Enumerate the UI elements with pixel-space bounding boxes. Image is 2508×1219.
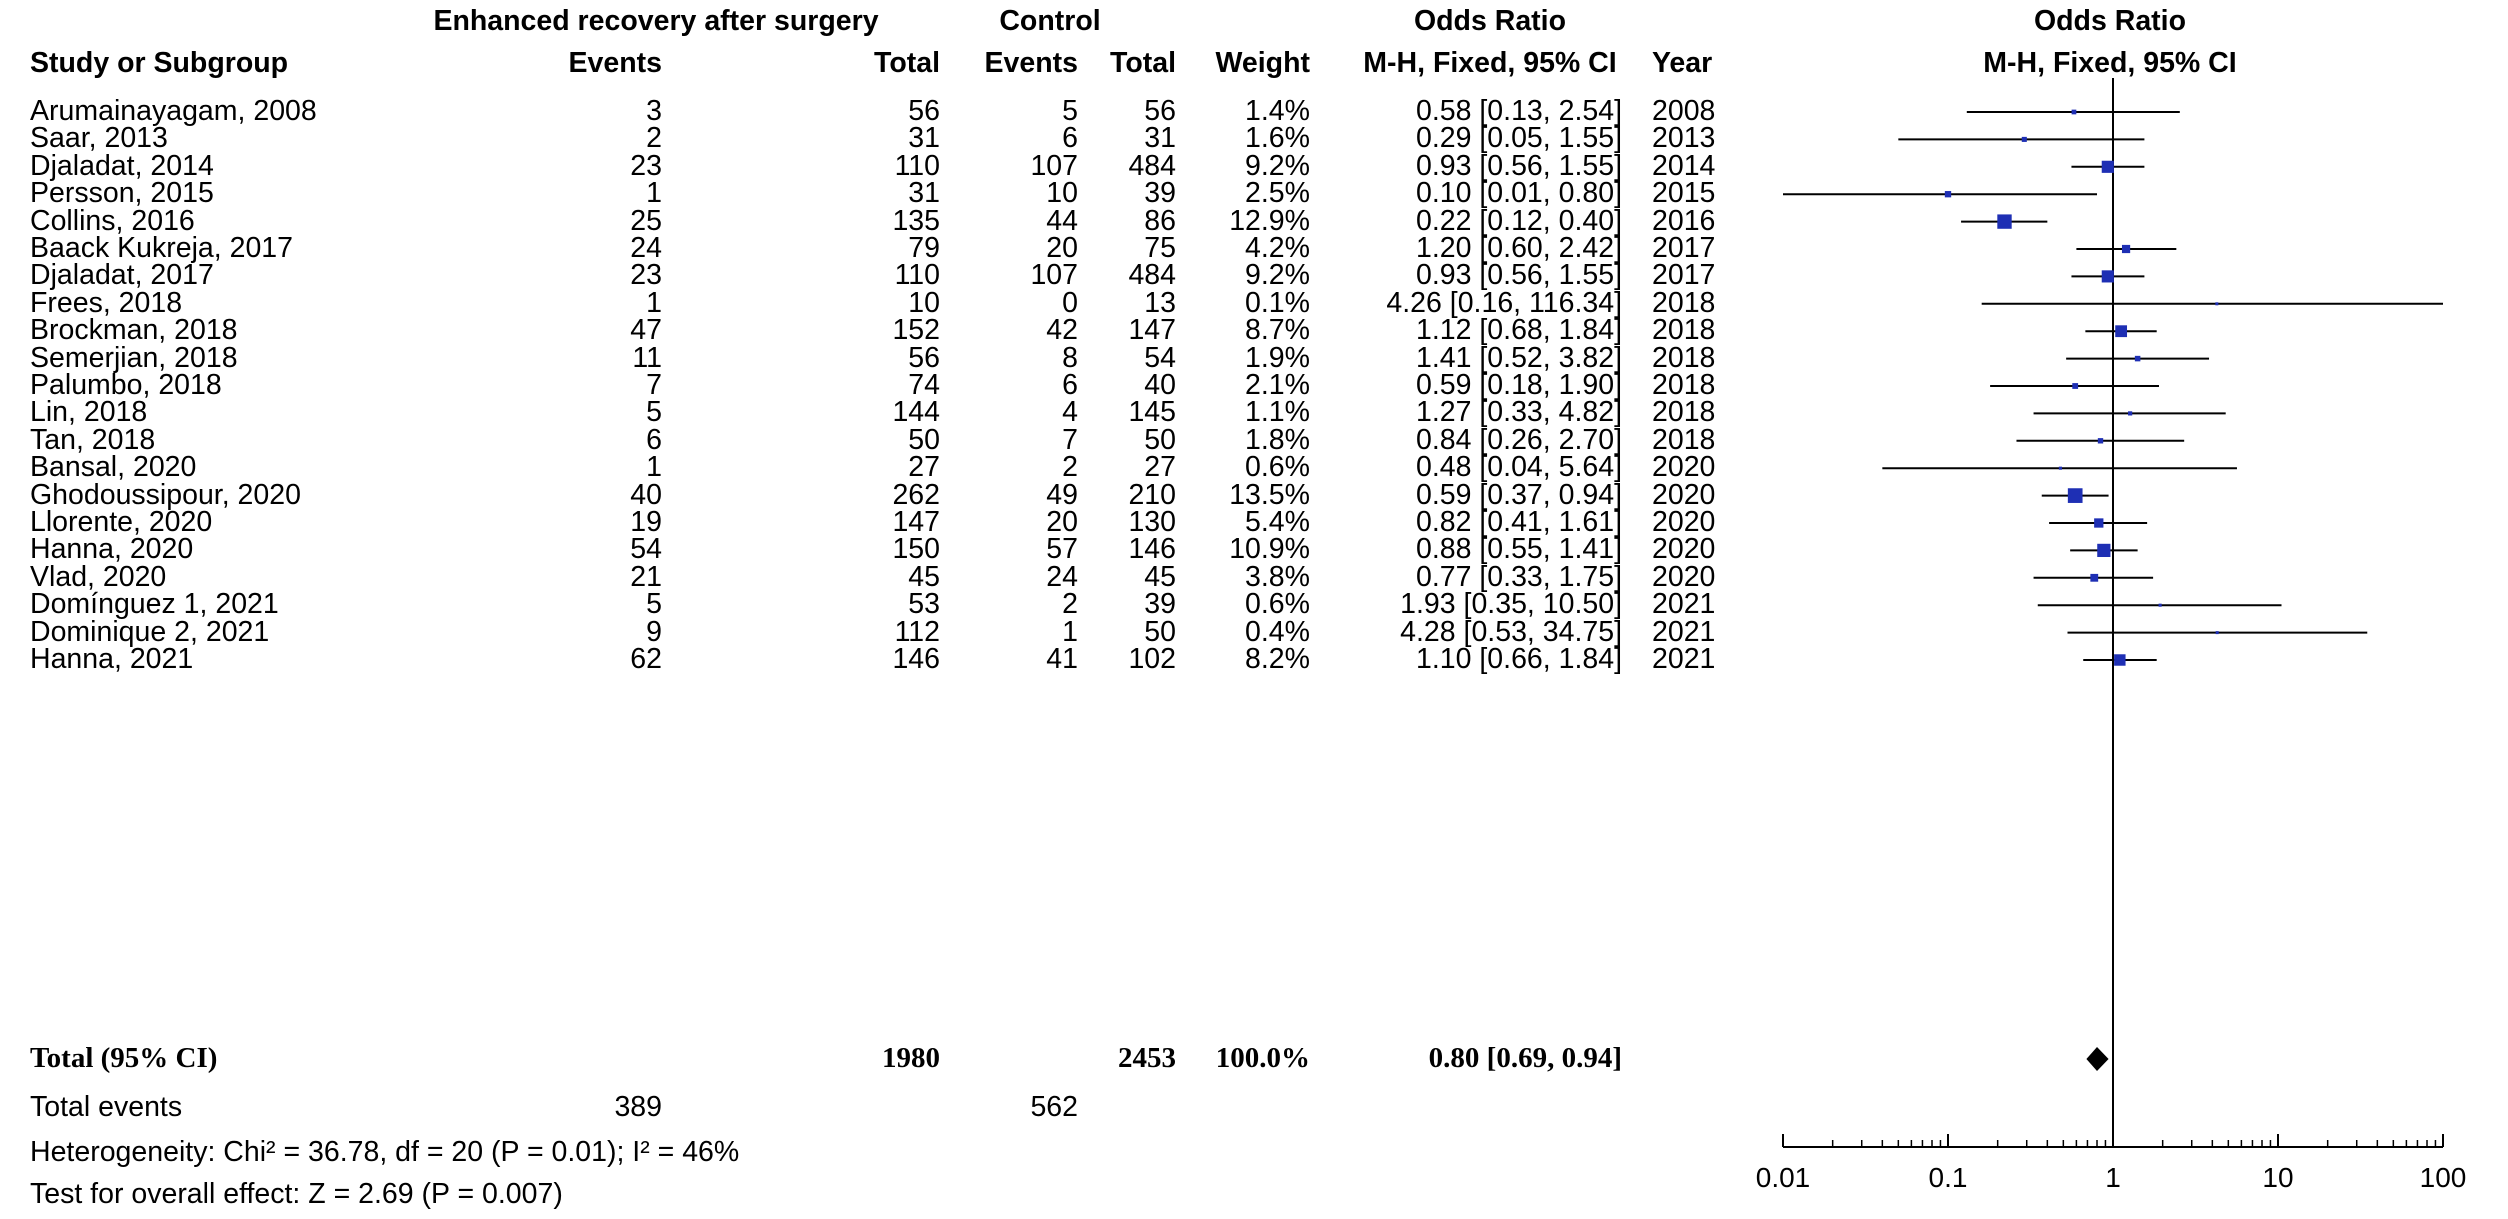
row-total1: 27 xyxy=(908,451,940,484)
row-study: Ghodoussipour, 2020 xyxy=(30,478,301,511)
row-study: Semerjian, 2018 xyxy=(30,341,238,374)
study-marker xyxy=(2122,245,2130,253)
row-total2: 130 xyxy=(1128,506,1176,538)
x-tick-label: 0.01 xyxy=(1755,1162,1811,1193)
study-marker xyxy=(2128,411,2132,415)
row-total1: 53 xyxy=(908,588,940,621)
row-study: Arumainayagam, 2008 xyxy=(30,95,317,127)
study-marker xyxy=(2102,161,2114,173)
row-or-ci: 0.22 [0.12, 0.40] xyxy=(1416,204,1622,237)
study-marker xyxy=(2072,383,2078,389)
row-year: 2018 xyxy=(1652,341,1716,374)
row-year: 2018 xyxy=(1652,286,1716,319)
row-weight: 1.6% xyxy=(1245,122,1310,155)
row-weight: 5.4% xyxy=(1245,506,1310,538)
total1-header: Total xyxy=(874,47,940,79)
row-study: Saar, 2013 xyxy=(30,122,168,155)
row-year: 2018 xyxy=(1652,369,1716,401)
row-total2: 54 xyxy=(1144,341,1176,374)
row-events2: 107 xyxy=(1030,149,1078,182)
row-or-ci: 0.10 [0.01, 0.80] xyxy=(1416,177,1622,210)
x-tick-label: 10 xyxy=(2262,1162,2294,1193)
study-marker xyxy=(2090,574,2098,582)
row-events2: 2 xyxy=(1062,451,1078,484)
row-study: Brockman, 2018 xyxy=(30,314,238,347)
row-weight: 1.8% xyxy=(1245,423,1310,456)
row-year: 2018 xyxy=(1652,314,1716,347)
row-events1: 24 xyxy=(630,232,662,264)
row-year: 2008 xyxy=(1652,95,1716,127)
total-events-1: 389 xyxy=(614,1091,662,1123)
row-year: 2020 xyxy=(1652,560,1716,593)
row-total2: 31 xyxy=(1144,122,1176,155)
study-marker xyxy=(2135,356,2141,362)
row-or-ci: 0.84 [0.26, 2.70] xyxy=(1416,423,1622,456)
row-weight: 1.4% xyxy=(1245,95,1310,127)
row-or-ci: 1.41 [0.52, 3.82] xyxy=(1416,341,1622,374)
row-events2: 20 xyxy=(1046,232,1078,264)
row-events1: 2 xyxy=(646,122,662,155)
row-events1: 1 xyxy=(646,286,662,319)
row-year: 2016 xyxy=(1652,204,1716,237)
row-weight: 9.2% xyxy=(1245,149,1310,182)
row-year: 2021 xyxy=(1652,615,1716,648)
row-weight: 12.9% xyxy=(1229,204,1310,237)
study-marker xyxy=(1945,191,1951,197)
row-total1: 110 xyxy=(894,259,940,292)
row-events1: 6 xyxy=(646,423,662,456)
row-events1: 62 xyxy=(630,643,662,675)
row-study: Dominique 2, 2021 xyxy=(30,615,270,648)
row-study: Baack Kukreja, 2017 xyxy=(30,232,293,264)
study-marker xyxy=(2059,467,2062,470)
row-events2: 41 xyxy=(1046,643,1078,675)
row-events2: 4 xyxy=(1062,396,1078,429)
row-or-ci: 4.26 [0.16, 116.34] xyxy=(1386,286,1622,319)
row-total1: 147 xyxy=(892,506,940,538)
row-weight: 2.5% xyxy=(1245,177,1310,210)
study-marker xyxy=(1997,214,2011,228)
row-or-ci: 1.20 [0.60, 2.42] xyxy=(1416,232,1622,264)
row-total1: 262 xyxy=(892,478,940,511)
row-total1: 110 xyxy=(894,149,940,182)
study-marker xyxy=(2115,325,2127,337)
x-tick-label: 0.1 xyxy=(1928,1162,1968,1193)
x-tick-label: 100 xyxy=(2419,1162,2467,1193)
total2-header: Total xyxy=(1110,47,1176,79)
row-total1: 144 xyxy=(892,396,940,429)
row-events1: 9 xyxy=(646,615,662,648)
row-events2: 1 xyxy=(1062,615,1078,648)
row-total1: 150 xyxy=(892,533,940,566)
row-study: Tan, 2018 xyxy=(30,423,156,456)
row-total2: 102 xyxy=(1128,643,1176,675)
row-total2: 39 xyxy=(1144,177,1176,210)
heterogeneity-text: Heterogeneity: Chi² = 36.78, df = 20 (P = 0.01); I² = 46% xyxy=(30,1136,740,1168)
row-total2: 13 xyxy=(1144,286,1176,319)
row-year: 2020 xyxy=(1652,478,1716,511)
row-events2: 49 xyxy=(1046,478,1078,511)
row-events2: 20 xyxy=(1046,506,1078,538)
row-or-ci: 0.59 [0.18, 1.90] xyxy=(1416,369,1622,401)
row-weight: 1.1% xyxy=(1245,396,1310,429)
row-total1: 56 xyxy=(908,95,940,127)
group1-title: Enhanced recovery after surgery xyxy=(433,5,879,37)
row-or-ci: 0.29 [0.05, 1.55] xyxy=(1416,122,1622,155)
row-total2: 50 xyxy=(1144,615,1176,648)
row-or-ci: 0.58 [0.13, 2.54] xyxy=(1416,95,1622,127)
overall-effect-text: Test for overall effect: Z = 2.69 (P = 0.007) xyxy=(30,1178,563,1210)
row-or-ci: 0.93 [0.56, 1.55] xyxy=(1416,149,1622,182)
row-total2: 210 xyxy=(1128,478,1176,511)
row-study: Domínguez 1, 2021 xyxy=(30,588,279,621)
study-marker xyxy=(2114,654,2125,665)
row-year: 2020 xyxy=(1652,451,1716,484)
study-marker xyxy=(2215,302,2218,305)
row-weight: 13.5% xyxy=(1229,478,1310,511)
row-total2: 56 xyxy=(1144,95,1176,127)
row-or-ci: 1.93 [0.35, 10.50] xyxy=(1400,588,1622,621)
row-events2: 57 xyxy=(1046,533,1078,566)
row-events2: 8 xyxy=(1062,341,1078,374)
row-year: 2015 xyxy=(1652,177,1716,210)
row-events1: 25 xyxy=(630,204,662,237)
total-weight: 100.0% xyxy=(1215,1042,1310,1074)
row-weight: 0.6% xyxy=(1245,588,1310,621)
row-events2: 7 xyxy=(1062,423,1078,456)
row-or-ci: 0.48 [0.04, 5.64] xyxy=(1416,451,1622,484)
row-total2: 145 xyxy=(1128,396,1176,429)
events1-header: Events xyxy=(568,47,662,79)
row-weight: 0.1% xyxy=(1245,286,1310,319)
study-marker xyxy=(2102,270,2114,282)
row-events2: 6 xyxy=(1062,122,1078,155)
row-total2: 45 xyxy=(1144,560,1176,593)
row-study: Djaladat, 2014 xyxy=(30,149,214,182)
row-total1: 112 xyxy=(894,615,940,648)
row-events1: 1 xyxy=(646,451,662,484)
pooled-diamond xyxy=(2086,1047,2108,1071)
row-or-ci: 0.77 [0.33, 1.75] xyxy=(1416,560,1622,593)
row-year: 2018 xyxy=(1652,396,1716,429)
row-weight: 8.2% xyxy=(1245,643,1310,675)
row-events1: 5 xyxy=(646,588,662,621)
study-marker xyxy=(2094,518,2103,527)
row-total2: 39 xyxy=(1144,588,1176,621)
row-events1: 3 xyxy=(646,95,662,127)
row-events2: 44 xyxy=(1046,204,1078,237)
plot-subtitle: M-H, Fixed, 95% CI xyxy=(1983,47,2237,79)
row-total1: 146 xyxy=(892,643,940,675)
row-or-ci: 0.59 [0.37, 0.94] xyxy=(1416,478,1622,511)
row-weight: 1.9% xyxy=(1245,341,1310,374)
row-events1: 47 xyxy=(630,314,662,347)
row-study: Frees, 2018 xyxy=(30,286,183,319)
row-weight: 8.7% xyxy=(1245,314,1310,347)
row-year: 2020 xyxy=(1652,533,1716,566)
total-ci: 0.80 [0.69, 0.94] xyxy=(1428,1042,1622,1074)
row-weight: 0.6% xyxy=(1245,451,1310,484)
row-total2: 484 xyxy=(1128,259,1176,292)
row-events2: 2 xyxy=(1062,588,1078,621)
study-marker xyxy=(2068,488,2083,503)
row-total2: 50 xyxy=(1144,423,1176,456)
row-total1: 74 xyxy=(908,369,940,401)
row-or-ci: 0.82 [0.41, 1.61] xyxy=(1416,506,1622,538)
weight-header: Weight xyxy=(1215,47,1310,79)
row-total1: 135 xyxy=(892,204,940,237)
row-study: Bansal, 2020 xyxy=(30,451,197,484)
plot-title: Odds Ratio xyxy=(2033,5,2186,37)
row-or-ci: 1.10 [0.66, 1.84] xyxy=(1416,643,1622,675)
row-total2: 40 xyxy=(1144,369,1176,401)
row-year: 2018 xyxy=(1652,423,1716,456)
row-events2: 0 xyxy=(1062,286,1078,319)
total-events-label: Total events xyxy=(30,1091,183,1123)
row-events2: 24 xyxy=(1046,560,1078,593)
row-total2: 27 xyxy=(1144,451,1176,484)
row-events1: 19 xyxy=(630,506,662,538)
row-total2: 484 xyxy=(1128,149,1176,182)
row-total1: 45 xyxy=(908,560,940,593)
study-marker xyxy=(2098,438,2103,443)
row-total1: 79 xyxy=(908,232,940,264)
row-year: 2013 xyxy=(1652,122,1716,155)
row-total2: 86 xyxy=(1144,204,1176,237)
row-events1: 11 xyxy=(632,341,662,374)
row-study: Djaladat, 2017 xyxy=(30,259,214,292)
total-label: Total (95% CI) xyxy=(30,1042,218,1074)
row-events2: 5 xyxy=(1062,95,1078,127)
row-weight: 4.2% xyxy=(1245,232,1310,264)
study-marker xyxy=(2097,544,2110,557)
row-or-ci: 0.88 [0.55, 1.41] xyxy=(1416,533,1622,566)
row-events1: 7 xyxy=(646,369,662,401)
row-study: Vlad, 2020 xyxy=(30,560,167,593)
study-marker xyxy=(2022,137,2027,142)
row-events1: 23 xyxy=(630,149,662,182)
total-events-2: 562 xyxy=(1030,1091,1078,1123)
row-year: 2017 xyxy=(1652,232,1716,264)
or-ci-header: M-H, Fixed, 95% CI xyxy=(1363,47,1617,79)
row-total1: 50 xyxy=(908,423,940,456)
row-total1: 31 xyxy=(908,122,940,155)
row-events1: 21 xyxy=(630,560,662,593)
row-total1: 152 xyxy=(892,314,940,347)
row-total1: 56 xyxy=(908,341,940,374)
row-events1: 23 xyxy=(630,259,662,292)
row-total2: 147 xyxy=(1128,314,1176,347)
row-year: 2014 xyxy=(1652,149,1716,182)
row-events1: 1 xyxy=(646,177,662,210)
row-total2: 75 xyxy=(1144,232,1176,264)
row-events2: 10 xyxy=(1046,177,1078,210)
row-weight: 2.1% xyxy=(1245,369,1310,401)
row-or-ci: 1.12 [0.68, 1.84] xyxy=(1416,314,1622,347)
row-weight: 0.4% xyxy=(1245,615,1310,648)
row-weight: 10.9% xyxy=(1229,533,1310,566)
study-column-header: Study or Subgroup xyxy=(30,47,289,79)
row-year: 2017 xyxy=(1652,259,1716,292)
row-or-ci: 4.28 [0.53, 34.75] xyxy=(1400,615,1622,648)
study-marker xyxy=(2159,604,2162,607)
row-events2: 6 xyxy=(1062,369,1078,401)
x-tick-label: 1 xyxy=(2105,1162,2121,1193)
year-header: Year xyxy=(1652,47,1713,79)
row-or-ci: 1.27 [0.33, 4.82] xyxy=(1416,396,1622,429)
row-events2: 42 xyxy=(1046,314,1078,347)
row-events1: 40 xyxy=(630,478,662,511)
row-weight: 3.8% xyxy=(1245,560,1310,593)
row-events1: 54 xyxy=(630,533,662,566)
row-events2: 107 xyxy=(1030,259,1078,292)
total-n2: 2453 xyxy=(1118,1042,1176,1074)
row-study: Hanna, 2021 xyxy=(30,643,194,675)
row-study: Hanna, 2020 xyxy=(30,533,194,566)
row-total2: 146 xyxy=(1128,533,1176,566)
study-marker xyxy=(2216,631,2219,634)
row-study: Palumbo, 2018 xyxy=(30,369,222,401)
or-column-title: Odds Ratio xyxy=(1413,5,1566,37)
study-marker xyxy=(2072,110,2077,115)
row-or-ci: 0.93 [0.56, 1.55] xyxy=(1416,259,1622,292)
row-study: Collins, 2016 xyxy=(30,204,195,237)
row-year: 2021 xyxy=(1652,588,1716,621)
row-study: Lin, 2018 xyxy=(30,396,148,429)
row-study: Persson, 2015 xyxy=(30,177,214,210)
group2-title: Control xyxy=(999,5,1101,37)
row-total1: 10 xyxy=(908,286,940,319)
row-total1: 31 xyxy=(908,177,940,210)
row-study: Llorente, 2020 xyxy=(30,506,213,538)
row-year: 2020 xyxy=(1652,506,1716,538)
total-n1: 1980 xyxy=(882,1042,940,1074)
row-weight: 9.2% xyxy=(1245,259,1310,292)
row-year: 2021 xyxy=(1652,643,1716,675)
events2-header: Events xyxy=(984,47,1078,79)
row-events1: 5 xyxy=(646,396,662,429)
